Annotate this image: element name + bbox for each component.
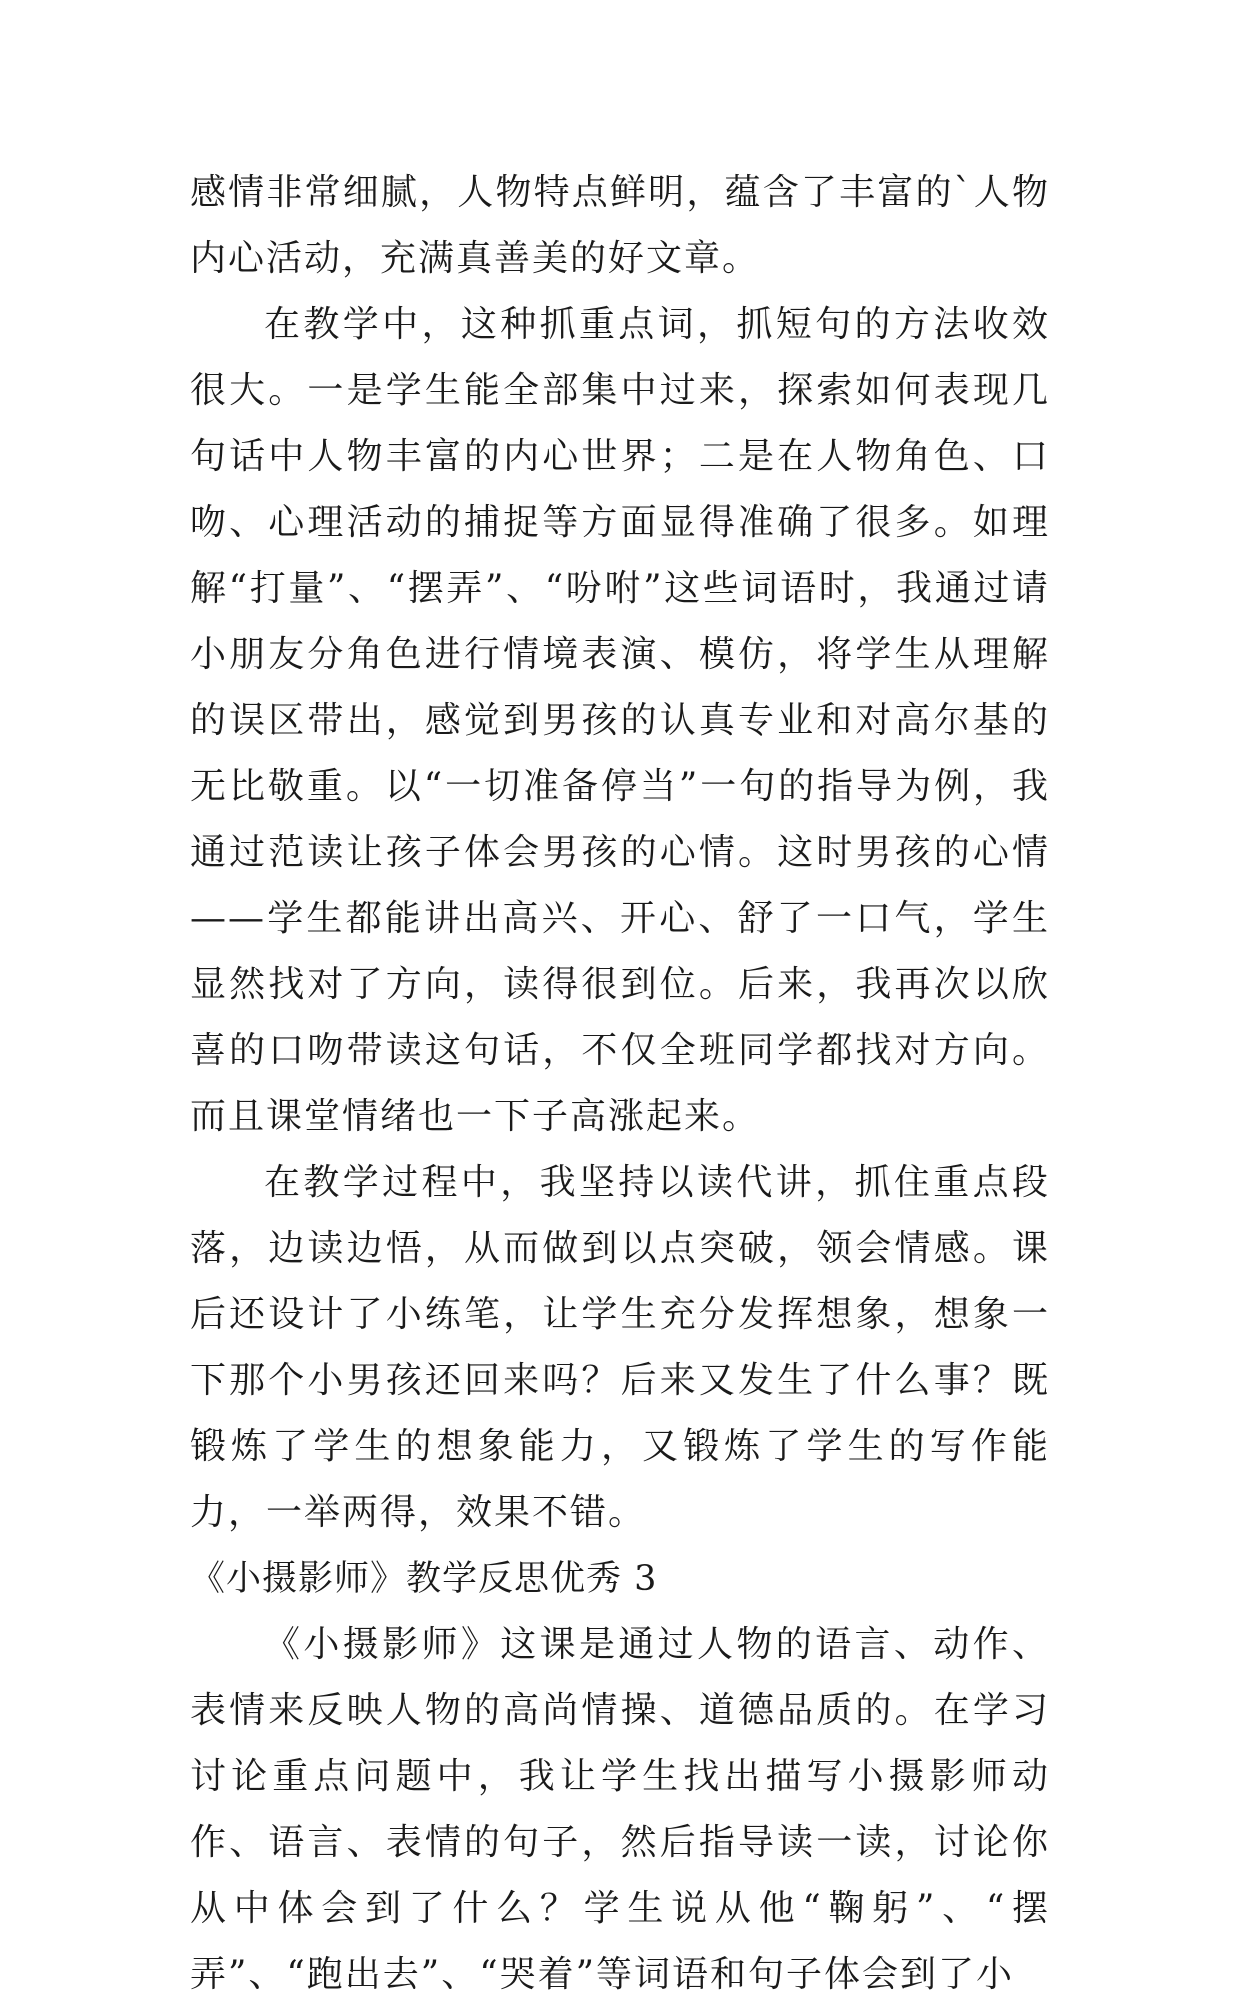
document-body — [190, 160, 1050, 2008]
paragraph-teaching-method: 在教学中，这种抓重点词，抓短句的方法收效很大。一是学生能全部集中过来，探索如何表现几句话中人物丰富的内心世界；二是在人物角色、口吻、心理活动的捕捉等方面显得准确了很多。如理解“打量”、“摆弄”、“吩咐”这些词语时，我通过请小朋友分角色进行情境表演、模仿，将学生从理解的误区带出，感觉到男孩的认真专业和对高尔基的无比敬重。以“一切准备停当”一句的指导为例，我通过范读让孩子体会男孩的心情。这时男孩的心情——学生都能讲出高兴、开心、舒了一口气，学生显然找对了方向，读得很到位。后来，我再次以欣喜的口吻带读这句话，不仅全班同学都找对方向。而且课堂情绪也一下子高涨起来。 — [190, 304, 1050, 1137]
section-heading: 《小摄影师》教学反思优秀 3 — [190, 1559, 658, 1599]
paragraph-continuation: 感情非常细腻，人物特点鲜明，蕴含了丰富的`人物内心活动，充满真善美的好文章。 — [190, 172, 1050, 279]
paragraph-teaching-process: 在教学过程中，我坚持以读代讲，抓住重点段落，边读边悟，从而做到以点突破，领会情感。课后还设计了小练笔，让学生充分发挥想象，想象一下那个小男孩还回来吗？后来又发生了什么事？既锻炼了学生的想象能力，又锻炼了学生的写作能力，一举两得，效果不错。 — [190, 1162, 1050, 1533]
paragraph-section-intro: 《小摄影师》这课是通过人物的语言、动作、表情来反映人物的高尚情操、道德品质的。在学习讨论重点问题中，我让学生找出描写小摄影师动作、语言、表情的句子，然后指导读一读，讨论你从中体会到了什么？学生说从他“鞠躬”、“摆弄”、“跑出去”、“哭着”等词语和句子体会到了小 — [190, 1624, 1050, 1995]
